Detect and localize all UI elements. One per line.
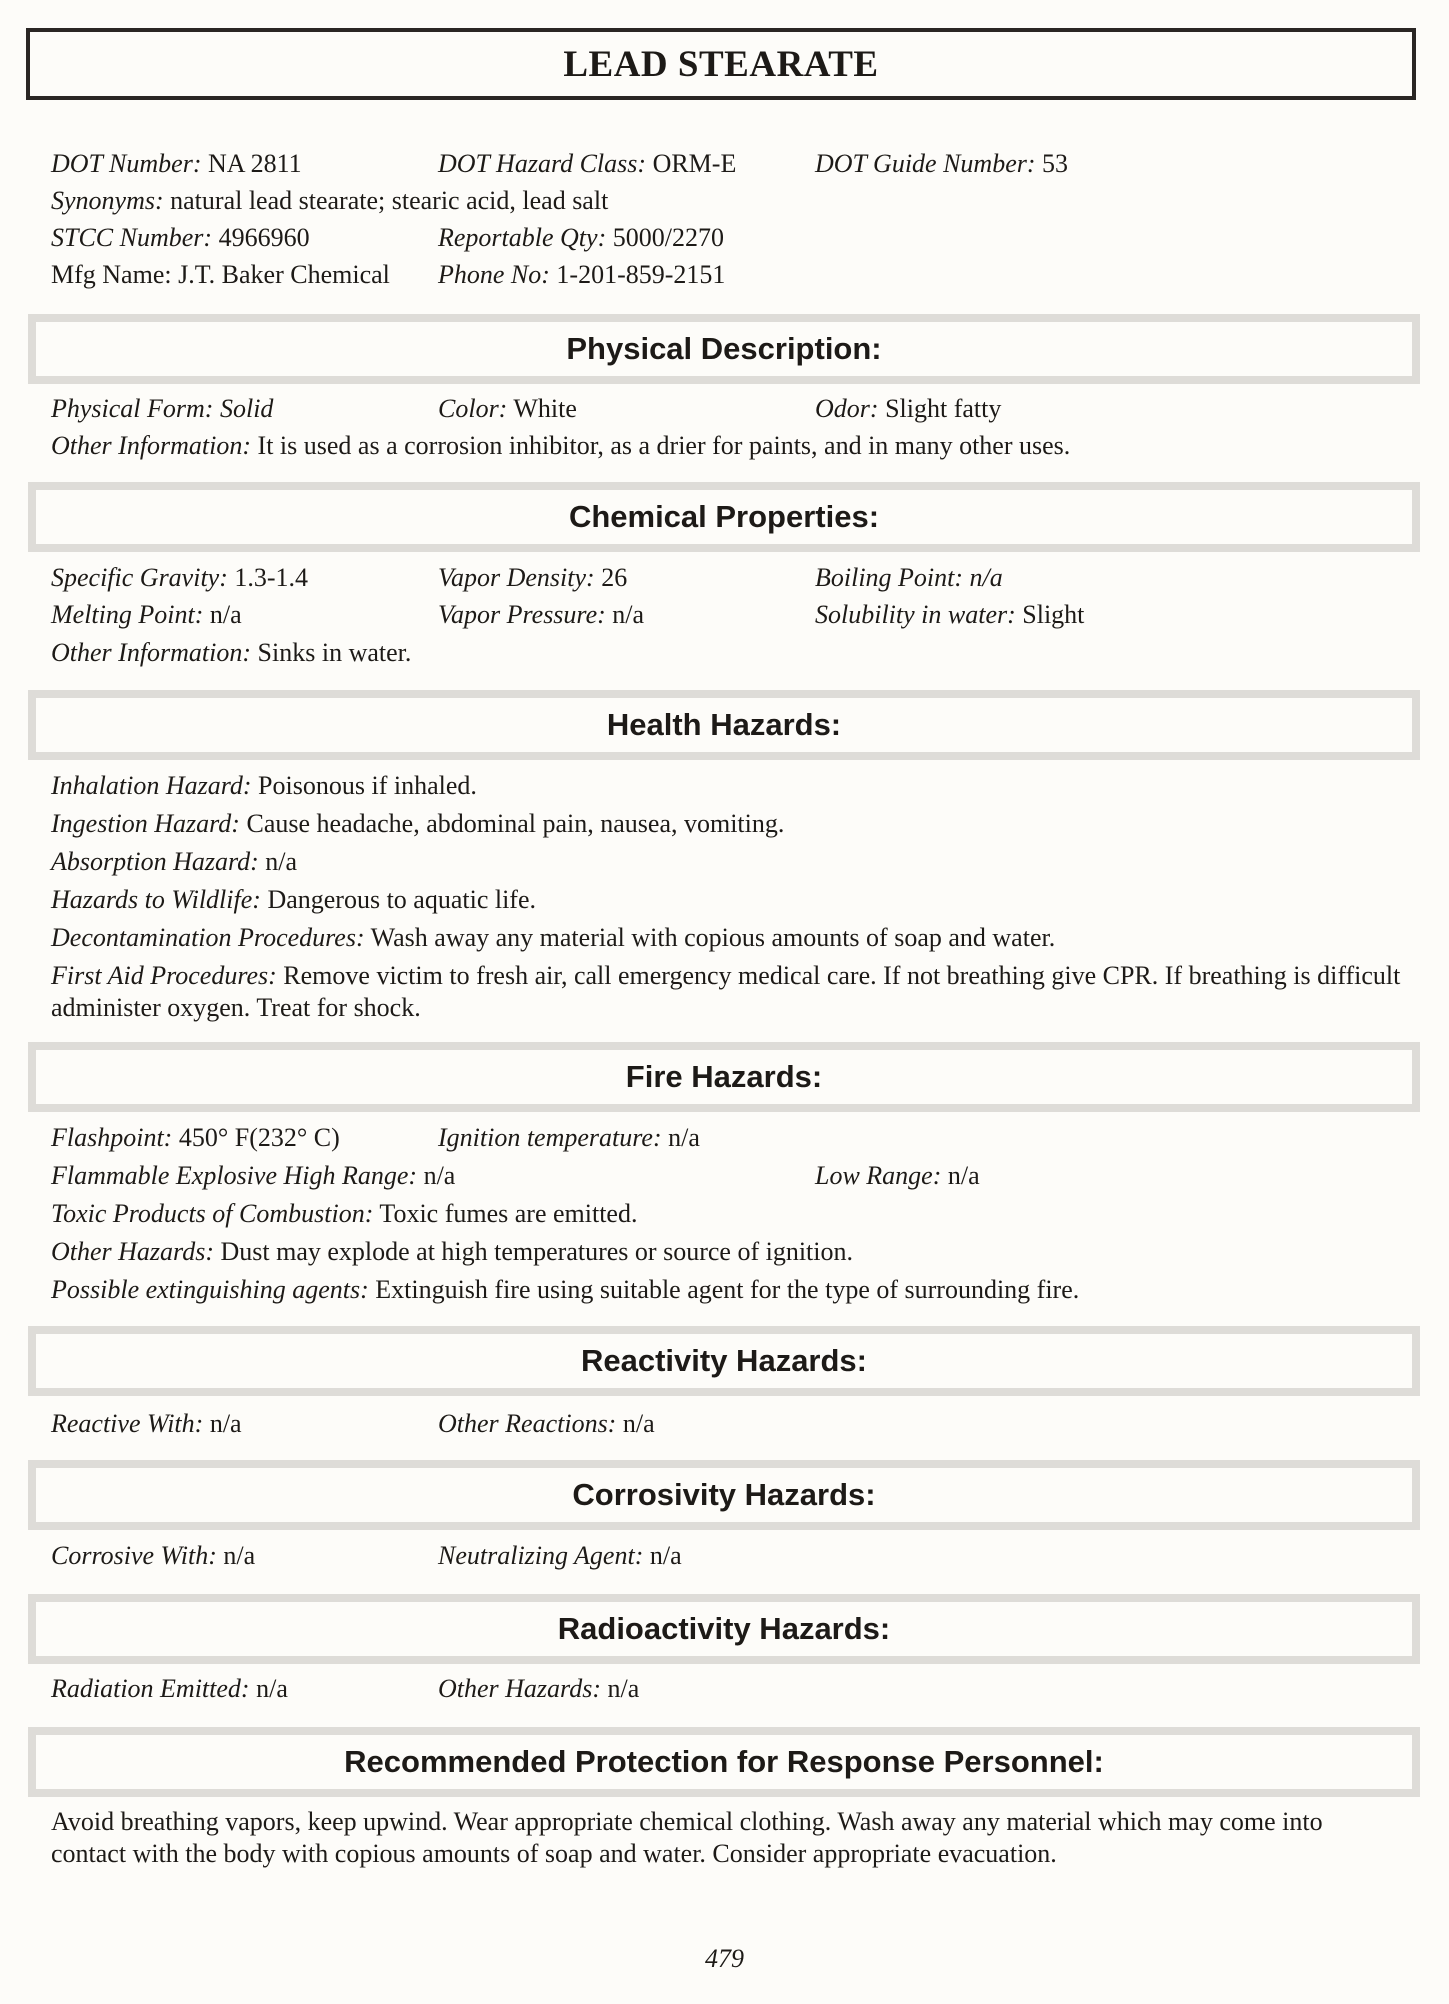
mfg-name: Mfg Name: J.T. Baker Chemical [51,260,390,289]
section-physical-description [28,314,1420,384]
title-box [26,28,1416,100]
color: Color: White [438,394,577,423]
synonyms: Synonyms: natural lead stearate; stearic acid, lead salt [51,186,609,215]
other-fire-hazards: Other Hazards: Dust may explode at high temperatures or source of ignition. [51,1237,853,1266]
solubility-in-water: Solubility in water: Slight [815,600,1085,629]
toxic-products-of-combustion: Toxic Products of Combustion: Toxic fumes are emitted. [51,1199,638,1228]
phone-number: Phone No: 1-201-859-2151 [438,260,726,289]
dot-number: DOT Number: NA 2811 [51,149,302,178]
section-heading: Radioactivity Hazards: [557,1611,891,1646]
section-health-hazards [28,690,1420,760]
chemical-other-info: Other Information: Sinks in water. [51,638,412,667]
section-heading: Corrosivity Hazards: [572,1477,876,1512]
reactive-with: Reactive With: n/a [51,1409,242,1438]
section-reactivity-hazards [28,1326,1420,1396]
flammable-low-range: Low Range: n/a [815,1161,980,1190]
other-reactions: Other Reactions: n/a [438,1409,655,1438]
section-heading: Physical Description: [566,331,882,366]
flashpoint: Flashpoint: 450° F(232° C) [51,1123,340,1152]
first-aid-procedures: First Aid Procedures: Remove victim to fresh air, call emergency medical care. If not breathing give CPR. If breathing is difficult administer oxygen. Treat for shock. [51,961,1401,1022]
page-title: LEAD STEARATE [563,43,879,85]
page-number: 479 [705,1944,744,1973]
absorption-hazard: Absorption Hazard: n/a [51,847,298,876]
boiling-point: Boiling Point: n/a [815,563,1003,592]
dot-hazard-class: DOT Hazard Class: ORM-E [438,149,737,178]
melting-point: Melting Point: n/a [51,600,242,629]
hazards-to-wildlife: Hazards to Wildlife: Dangerous to aquatic life. [51,885,537,914]
section-heading: Reactivity Hazards: [580,1343,867,1378]
vapor-density: Vapor Density: 26 [438,563,628,592]
decontamination-procedures: Decontamination Procedures: Wash away any material with copious amounts of soap and water. [51,923,1056,952]
corrosive-with: Corrosive With: n/a [51,1541,256,1570]
neutralizing-agent: Neutralizing Agent: n/a [438,1541,682,1570]
vapor-pressure: Vapor Pressure: n/a [438,600,645,629]
ingestion-hazard: Ingestion Hazard: Cause headache, abdominal pain, nausea, vomiting. [51,809,785,838]
other-radiation-hazards: Other Hazards: n/a [438,1674,640,1703]
specific-gravity: Specific Gravity: 1.3-1.4 [51,563,309,592]
section-recommended-protection [28,1727,1420,1797]
section-chemical-properties [28,482,1420,552]
inhalation-hazard: Inhalation Hazard: Poisonous if inhaled. [51,771,477,800]
section-heading: Chemical Properties: [568,499,880,534]
section-heading: Health Hazards: [606,707,842,742]
physical-form: Physical Form: Solid [51,394,274,423]
dot-guide-number: DOT Guide Number: 53 [815,149,1069,178]
section-corrosivity-hazards [28,1460,1420,1530]
section-fire-hazards [28,1042,1420,1112]
ignition-temperature: Ignition temperature: n/a [438,1123,700,1152]
radiation-emitted: Radiation Emitted: n/a [51,1674,288,1703]
flammable-high-range: Flammable Explosive High Range: n/a [51,1161,456,1190]
physical-other-info: Other Information: It is used as a corrosion inhibitor, as a drier for paints, and in many other uses. [51,431,1071,460]
section-radioactivity-hazards [28,1594,1420,1664]
section-heading: Fire Hazards: [625,1059,823,1094]
stcc-number: STCC Number: 4966960 [51,223,310,252]
odor: Odor: Slight fatty [815,394,1002,423]
extinguishing-agents: Possible extinguishing agents: Extinguish fire using suitable agent for the type of surrounding fire. [51,1275,1080,1304]
section-heading: Recommended Protection for Response Personnel: [344,1744,1104,1779]
protection-text: Avoid breathing vapors, keep upwind. Wear appropriate chemical clothing. Wash away any material which may come into contact with the body with copious amounts of soap and water. Consider appropriate evacuation. [51,1807,1323,1868]
reportable-qty: Reportable Qty: 5000/2270 [438,223,724,252]
